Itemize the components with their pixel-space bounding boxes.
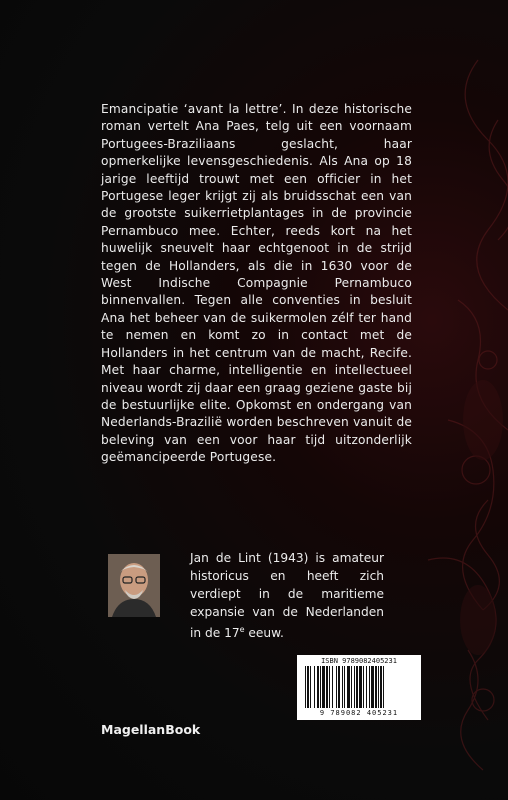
author-bio-text: Jan de Lint (1943) is amateur historicus en heeft zich verdiept in de maritieme expansie van de Nederlanden in de 17 bbox=[190, 551, 384, 641]
author-bio-end: eeuw. bbox=[244, 626, 284, 641]
isbn-label: ISBN 9789082405231 bbox=[321, 657, 397, 665]
author-bio bbox=[190, 549, 384, 642]
book-blurb: Emancipatie ‘avant la lettre’. In deze historische roman vertelt Ana Paes, telg uit een voornaam Portugees-Braziliaans geslacht, haar opmerkelijke levensgeschiedenis. Als Ana op 18 jarige leeftijd trouwt met een officier in het Portugese leger krijgt zij als bruidsschat een van de grootste suikerrietplantages in de provincie Pernambuco mee. Echter, reeds kort na het huwelijk sneuvelt haar echtgenoot in de strijd tegen de Hollanders, als die in 1630 voor de West Indische Compagnie Pernambuco binnenvallen. Tegen alle conventies in besluit Ana het beheer van de suikermolen zélf ter hand te nemen en komt zo in contact met de Hollanders in het centrum van de macht, Recife. Met haar charme, intelligentie en intellectueel niveau wordt zij daar een graag geziene gaste bij de bestuurlijke elite. Opkomst en ondergang van Nederlands-Brazilië worden beschreven vanuit de beleving van een voor haar tijd uitzonderlijk geëmancipeerde Portugese. bbox=[101, 102, 412, 465]
author-bio-superscript: e bbox=[239, 625, 245, 634]
author-photo bbox=[108, 554, 160, 617]
barcode-icon bbox=[305, 666, 413, 708]
isbn-digits: 9 789082 405231 bbox=[319, 709, 399, 717]
isbn-barcode bbox=[297, 655, 421, 720]
publisher-name: MagellanBook bbox=[101, 722, 201, 737]
